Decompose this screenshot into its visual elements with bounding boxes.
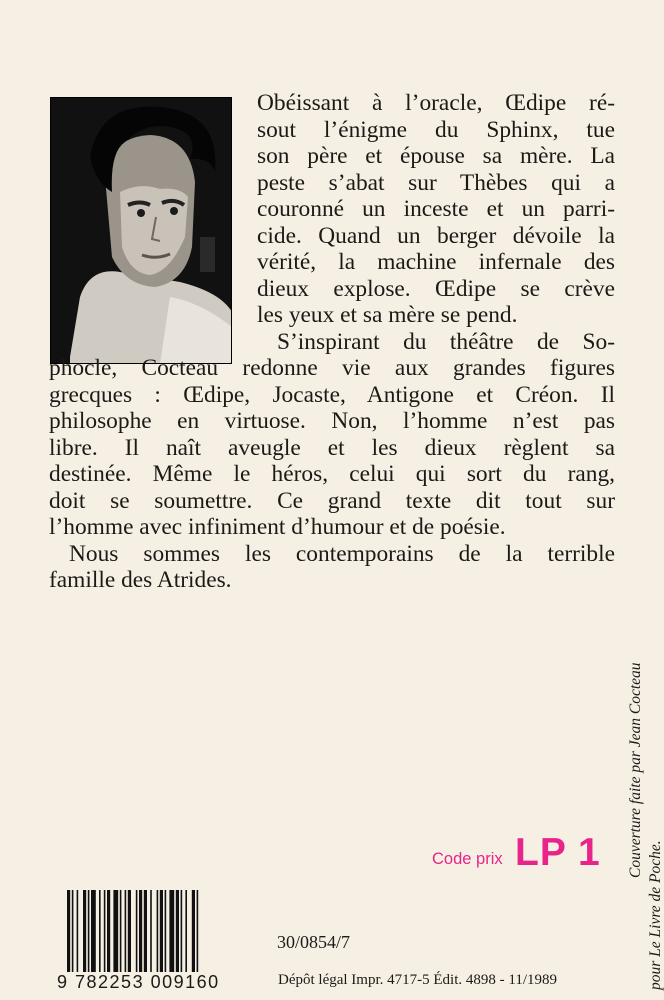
text-line: sout l’énigme du Sphinx, tue	[257, 116, 615, 143]
text-line: l’homme avec infiniment d’humour et de poésie.	[49, 514, 506, 540]
price-code-label: Code prix	[432, 850, 503, 868]
isbn-number: 9 782253 009160	[57, 972, 220, 992]
isbn-barcode	[67, 890, 257, 972]
back-cover-blurb	[49, 90, 615, 594]
text-line: doit se soumettre. Ce grand texte dit tout sur	[49, 487, 615, 514]
text-line: philosophe en virtuose. Non, l’homme n’est pas	[49, 408, 615, 434]
cover-credit	[626, 570, 664, 990]
text-line: peste s’abat sur Thèbes qui a	[257, 169, 615, 196]
reference-number: 30/0854/7	[277, 932, 351, 952]
text-line: son père et épouse sa mère. La	[257, 143, 615, 169]
text-line: dieux explose. Œdipe se crève	[257, 275, 615, 302]
blurb-paragraph-2	[49, 329, 615, 541]
cover-credit-line: pour Le Livre de Poche.	[647, 840, 664, 990]
text-line: cide. Quand un berger dévoile la	[257, 222, 615, 249]
price-code: LP 1	[515, 831, 601, 874]
text-line: Nous sommes les contemporains de la terrible	[69, 540, 615, 567]
blurb-paragraph-3	[49, 541, 615, 594]
text-line: famille des Atrides.	[49, 567, 232, 593]
text-line: S’inspirant du théâtre de So-	[277, 328, 615, 355]
text-line: Obéissant à l’oracle, Œdipe ré-	[257, 90, 615, 116]
text-line: les yeux et sa mère se pend.	[257, 302, 518, 328]
text-line: couronné un inceste et un parri-	[257, 196, 615, 222]
text-line: phocle, Cocteau redonne vie aux grandes figures	[49, 355, 615, 381]
text-line: libre. Il naît aveugle et les dieux règlent sa	[49, 434, 615, 461]
text-line: destinée. Même le héros, celui qui sort du rang,	[49, 461, 615, 487]
cover-credit-line: Couverture faite par Jean Cocteau	[627, 662, 644, 878]
blurb-paragraph-1	[49, 90, 615, 329]
legal-deposit: Dépôt légal Impr. 4717-5 Édit. 4898 - 11/1989	[278, 972, 557, 988]
text-line: grecques : Œdipe, Jocaste, Antigone et Créon. Il	[49, 381, 615, 408]
text-line: vérité, la machine infernale des	[257, 249, 615, 275]
